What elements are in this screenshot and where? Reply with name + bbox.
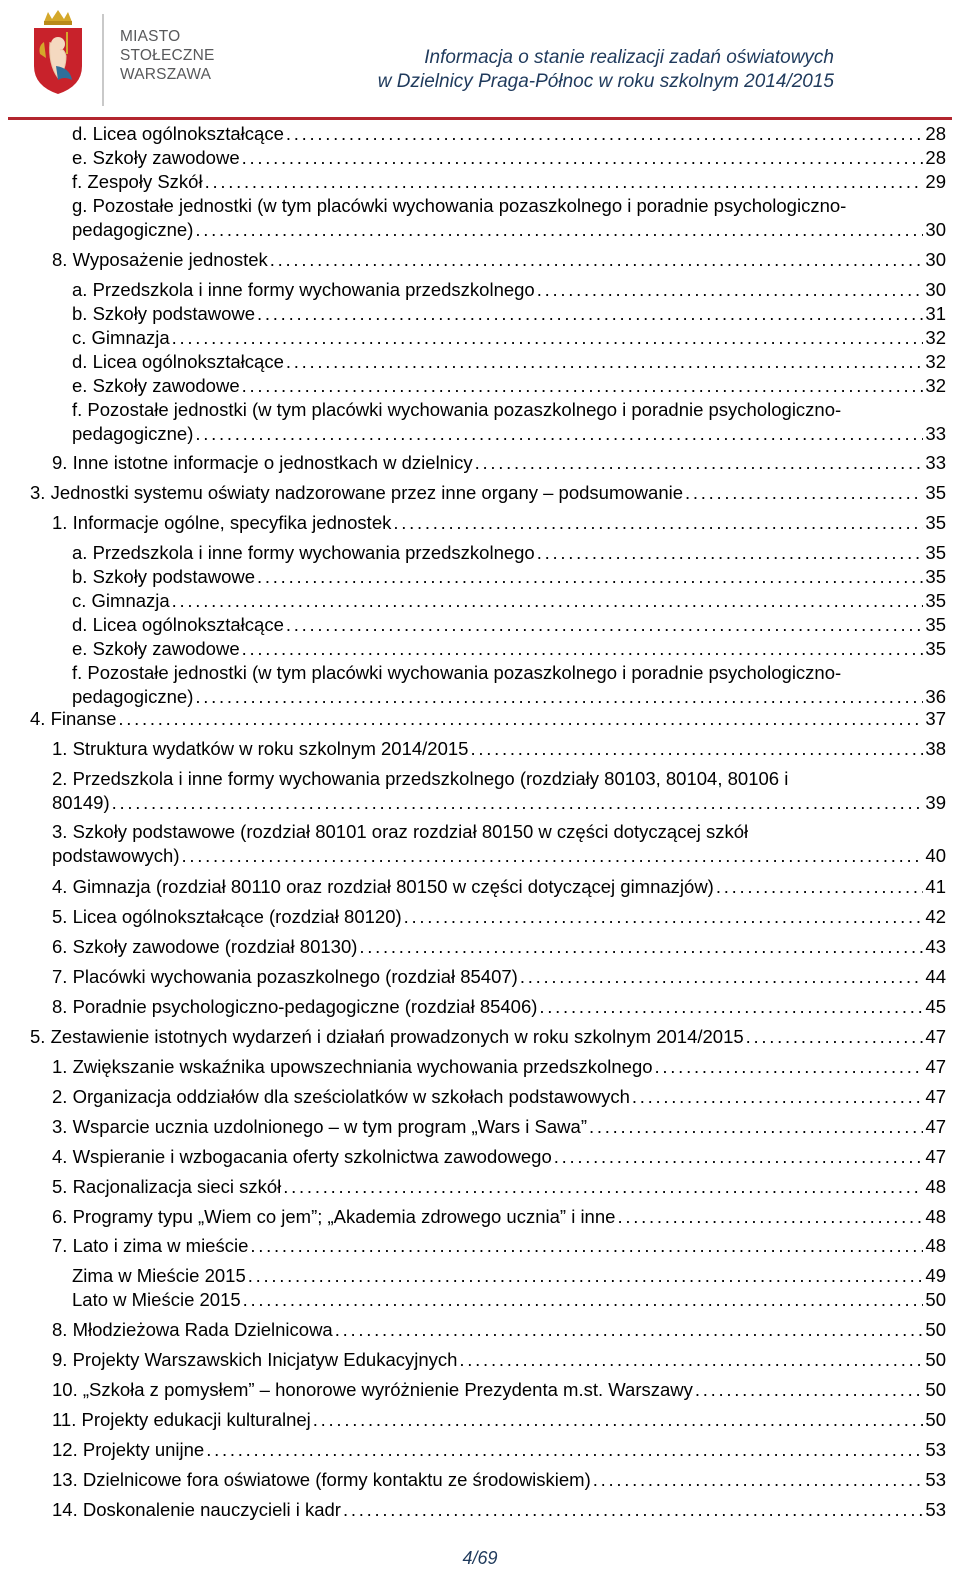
toc-page-number: 35: [925, 512, 946, 533]
toc-entry-title: 4. Finanse: [30, 708, 117, 729]
dot-leader: [404, 905, 924, 929]
dot-leader: [118, 707, 923, 731]
toc-entry-title: 2. Organizacja oddziałów dla sześciolatków w szkołach podstawowych: [52, 1086, 630, 1107]
toc-entry-title: 5. Zestawienie istotnych wydarzeń i działań prowadzonych w roku szkolnym 2014/2015: [30, 1026, 744, 1047]
toc-entry[interactable]: [52, 1055, 946, 1079]
toc-page-number: 39: [925, 792, 946, 813]
toc-entry[interactable]: [52, 1145, 946, 1169]
toc-page-number: 50: [925, 1289, 946, 1310]
toc-page-number: 40: [925, 845, 946, 866]
toc-entry[interactable]: [72, 589, 946, 613]
toc-page-number: 36: [925, 686, 946, 707]
dot-leader: [632, 1085, 924, 1109]
dot-leader: [250, 1234, 923, 1258]
dot-leader: [206, 1438, 923, 1462]
toc-entry-title: 6. Programy typu „Wiem co jem”; „Akademia zdrowego ucznia” i inne: [52, 1206, 616, 1227]
dot-leader: [205, 170, 924, 194]
header-divider: [8, 117, 952, 120]
dot-leader: [470, 737, 923, 761]
toc-entry-title: e. Szkoły zawodowe: [72, 638, 240, 659]
dot-leader: [655, 1055, 924, 1079]
dot-leader: [242, 637, 924, 661]
toc-page-number: 50: [925, 1319, 946, 1340]
toc-entry[interactable]: [52, 995, 946, 1019]
toc-entry[interactable]: [72, 302, 946, 326]
toc-page-number: 44: [925, 966, 946, 987]
toc-entry-title: 1. Informacje ogólne, specyfika jednostek: [52, 512, 392, 533]
toc-entry-title: 12. Projekty unijne: [52, 1439, 205, 1460]
toc-entry[interactable]: [52, 248, 946, 272]
toc-entry-title: f. Zespoły Szkół: [72, 171, 203, 192]
toc-page-number: 35: [925, 542, 946, 563]
toc-entry[interactable]: [52, 451, 946, 475]
toc-page-number: 38: [925, 738, 946, 759]
toc-entry-title-continuation: 80149): [52, 792, 110, 813]
toc-entry[interactable]: [72, 637, 946, 661]
toc-entry[interactable]: [52, 875, 946, 899]
dot-leader: [248, 1264, 924, 1288]
toc-entry[interactable]: [30, 707, 946, 731]
dot-leader: [182, 844, 924, 868]
toc-entry-title: 14. Doskonalenie nauczycieli i kadr: [52, 1499, 341, 1520]
dot-leader: [695, 1378, 924, 1402]
toc-entry[interactable]: [72, 146, 946, 170]
toc-entry[interactable]: [72, 541, 946, 565]
toc-page-number: 49: [925, 1265, 946, 1286]
toc-entry-title: 3. Jednostki systemu oświaty nadzorowane przez inne organy – podsumowanie: [30, 482, 684, 503]
toc-page-number: 50: [925, 1409, 946, 1430]
dot-leader: [537, 541, 924, 565]
toc-page-number: 35: [925, 482, 946, 503]
toc-page-number: 35: [925, 614, 946, 635]
toc-entry-title: 9. Projekty Warszawskich Inicjatyw Edukacyjnych: [52, 1349, 458, 1370]
toc-entry-title: d. Licea ogólnokształcące: [72, 351, 284, 372]
toc-page-number: 30: [925, 219, 946, 240]
toc-entry-title: Lato w Mieście 2015: [72, 1289, 241, 1310]
dot-leader: [112, 791, 924, 815]
document-title-line-2: w Dzielnicy Praga-Północ w roku szkolnym 2014/2015: [377, 71, 834, 92]
toc-entry[interactable]: [52, 1205, 946, 1229]
toc-page-number: 43: [925, 936, 946, 957]
toc-entry[interactable]: [72, 326, 946, 350]
page-header: [0, 0, 960, 120]
dot-leader: [475, 451, 924, 475]
toc-entry-title: Zima w Mieście 2015: [72, 1265, 246, 1286]
toc-entry[interactable]: [52, 737, 946, 761]
logo-line: WARSZAWA: [120, 66, 212, 83]
toc-entry[interactable]: [52, 1318, 946, 1342]
toc-entry-title: d. Licea ogólnokształcące: [72, 614, 284, 635]
toc-page-number: 32: [925, 375, 946, 396]
dot-leader: [359, 935, 923, 959]
page-footer: [0, 1548, 960, 1569]
toc-entry[interactable]: [72, 194, 946, 242]
toc-entry-title: g. Pozostałe jednostki (w tym placówki wychowania pozaszkolnego i poradnie psychologiczno-: [72, 195, 847, 216]
toc-entry-title: 4. Gimnazja (rozdział 80110 oraz rozdział 80150 w części dotyczącej gimnazjów): [52, 876, 714, 897]
toc-entry-title: 4. Wspieranie i wzbogacania oferty szkolnictwa zawodowego: [52, 1146, 552, 1167]
toc-page-number: 53: [925, 1439, 946, 1460]
toc-page-number: 30: [925, 279, 946, 300]
toc-entry-title: 2. Przedszkola i inne formy wychowania przedszkolnego (rozdziały 80103, 80104, 80106 i: [52, 768, 789, 789]
toc-page-number: 47: [925, 1026, 946, 1047]
toc-entry-title: 10. „Szkoła z pomysłem” – honorowe wyróżnienie Prezydenta m.st. Warszawy: [52, 1379, 693, 1400]
logo-line: STOŁECZNE: [120, 47, 215, 64]
toc-entry[interactable]: [52, 1438, 946, 1462]
dot-leader: [539, 995, 923, 1019]
logo-wordmark: [120, 27, 230, 84]
toc-entry[interactable]: [52, 1115, 946, 1139]
dot-leader: [283, 1175, 923, 1199]
toc-entry[interactable]: [30, 1025, 946, 1049]
toc-page-number: 32: [925, 351, 946, 372]
dot-leader: [554, 1145, 924, 1169]
toc-entry[interactable]: [52, 1348, 946, 1372]
dot-leader: [286, 613, 924, 637]
dot-leader: [286, 122, 924, 146]
dot-leader: [589, 1115, 923, 1139]
toc-entry-title: b. Szkoły podstawowe: [72, 566, 256, 587]
toc-entry[interactable]: [52, 1468, 946, 1492]
dot-leader: [195, 218, 923, 242]
dot-leader: [195, 422, 923, 446]
toc-page-number: 33: [925, 423, 946, 444]
toc-entry[interactable]: [52, 820, 946, 868]
toc-entry-title: d. Licea ogólnokształcące: [72, 123, 284, 144]
toc-entry-title: 11. Projekty edukacji kulturalnej: [52, 1409, 311, 1430]
toc-page-number: 47: [925, 1146, 946, 1167]
dot-leader: [286, 350, 924, 374]
toc-entry-title: 6. Szkoły zawodowe (rozdział 80130): [52, 936, 358, 957]
toc-entry-title: a. Przedszkola i inne formy wychowania przedszkolnego: [72, 279, 535, 300]
toc-entry[interactable]: [72, 122, 946, 146]
dot-leader: [335, 1318, 924, 1342]
warsaw-coat-of-arms-icon: [30, 8, 86, 98]
dot-leader: [270, 248, 924, 272]
document-title: [378, 46, 834, 94]
dot-leader: [716, 875, 924, 899]
toc-entry-title: c. Gimnazja: [72, 590, 170, 611]
toc-page-number: 35: [925, 566, 946, 587]
toc-page-number: 53: [925, 1469, 946, 1490]
toc-page-number: 48: [925, 1206, 946, 1227]
toc-entry-title: 5. Licea ogólnokształcące (rozdział 80120): [52, 906, 402, 927]
toc-entry[interactable]: [52, 905, 946, 929]
toc-page-number: 50: [925, 1379, 946, 1400]
dot-leader: [393, 511, 923, 535]
dot-leader: [746, 1025, 924, 1049]
dot-leader: [617, 1205, 923, 1229]
logo-divider: [102, 14, 104, 106]
toc-entry[interactable]: [72, 1288, 946, 1312]
toc-entry-title: 1. Zwiększanie wskaźnika upowszechniania wychowania przedszkolnego: [52, 1056, 653, 1077]
toc-page-number: 37: [925, 708, 946, 729]
toc-page-number: 31: [925, 303, 946, 324]
toc-entry[interactable]: [52, 767, 946, 815]
document-title-line-1: Informacja o stanie realizacji zadań oświatowych: [424, 47, 834, 68]
toc-entry-title: 8. Poradnie psychologiczno-pedagogiczne (rozdział 85406): [52, 996, 538, 1017]
toc-entry-title: 3. Szkoły podstawowe (rozdział 80101 oraz rozdział 80150 w części dotyczącej szkół: [52, 821, 749, 842]
dot-leader: [257, 302, 923, 326]
toc-entry-title: e. Szkoły zawodowe: [72, 375, 240, 396]
toc-page-number: 35: [925, 638, 946, 659]
toc-entry-title-continuation: podstawowych): [52, 845, 180, 866]
toc-entry[interactable]: [52, 511, 946, 535]
toc-entry-title: 7. Placówki wychowania pozaszkolnego (rozdział 85407): [52, 966, 518, 987]
toc-entry-title: a. Przedszkola i inne formy wychowania przedszkolnego: [72, 542, 535, 563]
toc-entry[interactable]: [72, 278, 946, 302]
toc-entry[interactable]: [72, 1264, 946, 1288]
toc-page-number: 32: [925, 327, 946, 348]
toc-page-number: 42: [925, 906, 946, 927]
toc-page-number: 29: [925, 171, 946, 192]
toc-entry[interactable]: [72, 350, 946, 374]
logo-line: MIASTO: [120, 28, 181, 45]
toc-entry-title: 8. Wyposażenie jednostek: [52, 249, 268, 270]
toc-entry-title-continuation: pedagogiczne): [72, 219, 194, 240]
toc-entry[interactable]: [72, 613, 946, 637]
toc-page-number: 33: [925, 452, 946, 473]
toc-entry-title: 9. Inne istotne informacje o jednostkach w dzielnicy: [52, 452, 473, 473]
dot-leader: [172, 326, 924, 350]
toc-page-number: 45: [925, 996, 946, 1017]
toc-entry[interactable]: [72, 661, 946, 709]
dot-leader: [459, 1348, 923, 1372]
toc-entry[interactable]: [52, 1234, 946, 1258]
toc-entry[interactable]: [72, 398, 946, 446]
toc-entry[interactable]: [52, 1378, 946, 1402]
toc-entry-title: b. Szkoły podstawowe: [72, 303, 256, 324]
toc-page-number: 53: [925, 1499, 946, 1520]
dot-leader: [343, 1498, 923, 1522]
toc-entry-title: f. Pozostałe jednostki (w tym placówki wychowania pozaszkolnego i poradnie psychologiczno-: [72, 399, 842, 420]
toc-entry-title: 5. Racjonalizacja sieci szkół: [52, 1176, 282, 1197]
dot-leader: [243, 1288, 924, 1312]
dot-leader: [257, 565, 923, 589]
dot-leader: [242, 374, 924, 398]
toc-page-number: 30: [925, 249, 946, 270]
toc-entry-title: 1. Struktura wydatków w roku szkolnym 2014/2015: [52, 738, 469, 759]
dot-leader: [685, 481, 923, 505]
toc-entry-title: 7. Lato i zima w mieście: [52, 1235, 249, 1256]
toc-entry-title-continuation: pedagogiczne): [72, 423, 194, 444]
toc-entry[interactable]: [72, 170, 946, 194]
toc-entry-title: f. Pozostałe jednostki (w tym placówki wychowania pozaszkolnego i poradnie psychologiczno-: [72, 662, 842, 683]
toc-page-number: 41: [925, 876, 946, 897]
dot-leader: [313, 1408, 924, 1432]
dot-leader: [242, 146, 924, 170]
toc-entry[interactable]: [52, 1085, 946, 1109]
dot-leader: [593, 1468, 924, 1492]
toc-page-number: 47: [925, 1056, 946, 1077]
toc-page-number: 35: [925, 590, 946, 611]
toc-page-number: 28: [925, 123, 946, 144]
toc-entry[interactable]: [52, 1498, 946, 1522]
toc-entry-title: 13. Dzielnicowe fora oświatowe (formy kontaktu ze środowiskiem): [52, 1469, 591, 1490]
toc-entry[interactable]: [52, 1175, 946, 1199]
toc-entry-title: 8. Młodzieżowa Rada Dzielnicowa: [52, 1319, 333, 1340]
toc-page-number: 50: [925, 1349, 946, 1370]
toc-page-number: 48: [925, 1176, 946, 1197]
dot-leader: [195, 685, 923, 709]
toc-entry-title: 3. Wsparcie ucznia uzdolnionego – w tym program „Wars i Sawa”: [52, 1116, 587, 1137]
toc-page-number: 47: [925, 1116, 946, 1137]
dot-leader: [172, 589, 924, 613]
toc-entry[interactable]: [72, 374, 946, 398]
toc-page-number: 28: [925, 147, 946, 168]
toc-entry[interactable]: [52, 965, 946, 989]
toc-page-number: 48: [925, 1235, 946, 1256]
toc-entry[interactable]: [72, 565, 946, 589]
page-number: 4/69: [462, 1548, 498, 1568]
dot-leader: [520, 965, 924, 989]
toc-entry[interactable]: [30, 481, 946, 505]
toc-entry[interactable]: [52, 1408, 946, 1432]
toc-entry-title-continuation: pedagogiczne): [72, 686, 194, 707]
toc-entry-title: e. Szkoły zawodowe: [72, 147, 240, 168]
toc-entry[interactable]: [52, 935, 946, 959]
dot-leader: [537, 278, 924, 302]
toc-entry-title: c. Gimnazja: [72, 327, 170, 348]
toc-page-number: 47: [925, 1086, 946, 1107]
